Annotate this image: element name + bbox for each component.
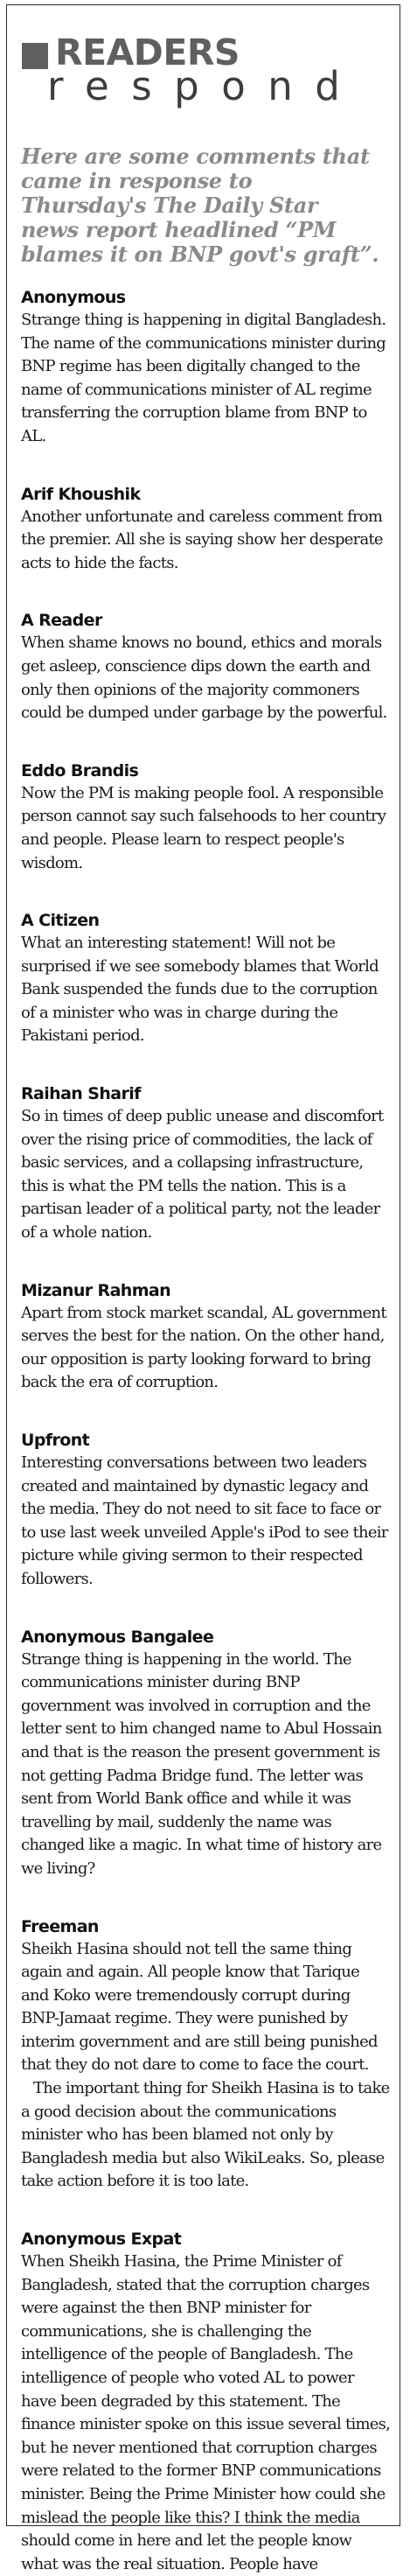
comment-author: Upfront [21, 1431, 90, 1450]
comment [21, 1083, 391, 1245]
comment-author: A Reader [21, 611, 102, 631]
comment-paragraph: What an interesting statement! Will not be surprised if we see somebody blames that World Bank suspended the funds due to the corruption of a minister who was in charge during the Pakistani period. [21, 934, 379, 1046]
comment [21, 287, 391, 449]
comment-body [21, 932, 391, 1048]
comment-author: Freeman [21, 1916, 99, 1936]
comment-body [21, 782, 391, 875]
comment-paragraph: When shame knows no bound, ethics and morals get asleep, conscience dips down the earth and only then opinions of the majority commoners could be dumped under garbage by the powerful. [21, 634, 387, 723]
comment-paragraph: Another unfortunate and careless comment from the premier. All she is saying show her desperate acts to hide the facts. [21, 507, 383, 572]
comment-author: A Citizen [21, 911, 100, 931]
comment-paragraph: Interesting conversations between two leaders created and maintained by dynastic legacy and the media. They do not need to sit face to face or to use last week unveiled Apple's iPod to see their picture while giving sermon to their respected followers. [21, 1453, 388, 1588]
comment-author: Anonymous [21, 288, 126, 307]
comment [21, 610, 391, 724]
comment-body [21, 2250, 391, 2576]
comment-author: Eddo Brandis [21, 760, 139, 780]
header-title-readers: READERS [55, 32, 240, 74]
column-header [7, 5, 400, 107]
comment-author: Anonymous Expat [21, 2230, 182, 2250]
comment-body [21, 1648, 391, 1881]
comment-author: Anonymous Bangalee [21, 1627, 214, 1647]
comment-paragraph: The important thing for Sheikh Hasina is to take a good decision about the communications minister who has been blamed not only by Bangladesh media but also WikiLeaks. So, please take action before it is too late. [21, 2079, 390, 2191]
comment [21, 484, 391, 576]
comment [21, 1627, 391, 1881]
comment [21, 1430, 391, 1592]
comment [21, 760, 391, 875]
comment [21, 1916, 391, 2194]
comment [21, 910, 391, 1048]
readers-respond-column [6, 4, 400, 2573]
comment-body [21, 1452, 391, 1592]
comment-author: Arif Khoushik [21, 484, 141, 504]
comment-paragraph: Apart from stock market scandal, AL government serves the best for the nation. On the other hand, our opposition is party looking forward to bring back the era of corruption. [21, 1303, 386, 1392]
comment [21, 2229, 391, 2576]
comment-paragraph: Strange thing is happening in the world. The communications minister during BNP government was involved in corruption and the letter sent to him changed name to Abul Hossain and that is the reason the present government is not getting Padma Bridge fund. The letter was sent from World Bank office and while it was travelling by mail, suddenly the name was changed like a magic. In what time of history are we living? [21, 1649, 382, 1878]
comment-body [21, 1105, 391, 1245]
intro-text: Here are some comments that came in response to Thursday's The Daily Star news report headlined “PM blames it on BNP govt's graft”. [21, 144, 379, 267]
comment-paragraph: When Sheikh Hasina, the Prime Minister of Bangladesh, stated that the corruption charges were against the then BNP minister for communications, she is challenging the intelligence of the people of Bangladesh. The intelligence of people who voted AL to power have been degraded by this statement. The finance minister spoke on this issue several times, but he never mentioned that corruption charges were related to the former BNP communications minister. Being the Prime Minister how could she mislead the people like this? I think the media should come in here and let the people know what was the real situation. People have [21, 2252, 391, 2573]
comment-body [21, 1938, 391, 2194]
comment-body [21, 309, 391, 449]
comment-paragraph: So in times of deep public unease and discomfort over the rising price of commodities, the lack of basic services, and a collapsing infrastructure, this is what the PM tells the nation. This is a partisan leader of a political party, not the leader of a whole nation. [21, 1107, 384, 1242]
comment-paragraph: Sheikh Hasina should not tell the same thing again and again. All people know that Tarique and Koko were tremendously corrupt during BNP-Jamaat regime. They were punished by interim government and are still being punished that they do not dare to come to face the court. [21, 1939, 378, 2075]
comment-list [7, 287, 400, 2576]
header-title-respond: respond [47, 63, 363, 109]
comment-paragraph: Strange thing is happening in digital Bangladesh. The name of the communications minister during BNP regime has been digitally changed to the name of communications minister of AL regime transferring the corruption blame from BNP to AL. [21, 311, 386, 445]
square-bullet-icon [22, 43, 48, 69]
comment-author: Mizanur Rahman [21, 1280, 171, 1300]
comment-paragraph: Now the PM is making people fool. A responsible person cannot say such falsehoods to her country and people. Please learn to respect people's wisdom. [21, 783, 386, 872]
comment-author: Raihan Sharif [21, 1084, 141, 1104]
comment-body [21, 506, 391, 576]
comment-body [21, 1302, 391, 1395]
comment [21, 1280, 391, 1395]
comment-body [21, 632, 391, 724]
